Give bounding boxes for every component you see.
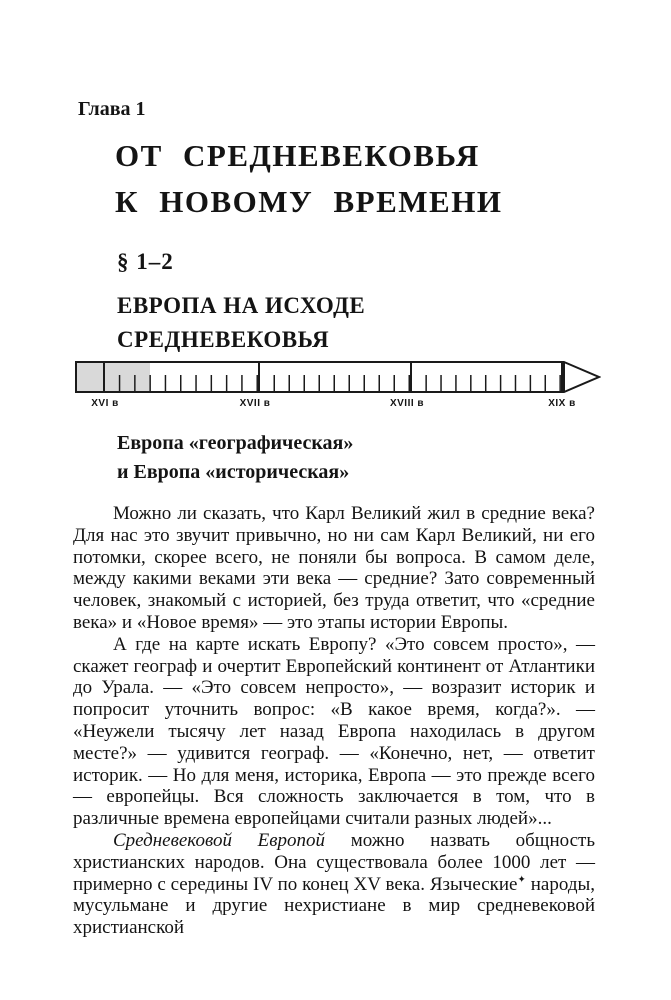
body-text: [73, 503, 595, 939]
decade-ticks: [412, 375, 561, 391]
chapter-label: Глава 1: [78, 98, 146, 120]
subheading-line-2: и Европа «историческая»: [117, 461, 350, 483]
body-paragraph-1: [73, 503, 595, 634]
footnote-marker: ✦: [517, 874, 526, 886]
subheading: [117, 429, 353, 487]
paragraph-text: Можно ли сказать, что Карл Великий жил в средние века? Для нас это звучит привычно, но ни сам Карл Великий, ни его потомки, скорее всего, не поняли бы вопроса. В самом деле, между какими веками эти века — средние? Зато современный человек, знакомый с историей, без труда ответит, что «средние века» и «Новое время» — это этапы истории Европы.: [73, 503, 595, 633]
paragraph-text: А где на карте искать Европу? «Это совсем просто», — скажет географ и очертит Европейский континент от Атлантики до Урала. — «Это совсем непросто», — возразит историк и попросит уточнить вопрос: «В какое время, когда?». — «Неужели тысячу лет назад Европа находилась в другом месте?» — удивится географ. — «Конечно, нет, — ответит историк. — Но для меня, историка, Европа — это прежде всего — европейцы. Вся сложность заключается в том, что в различные времена европейцами считали разных людей»...: [73, 633, 595, 830]
section-title: [117, 289, 365, 357]
chapter-title-line-2: К НОВОМУ ВРЕМЕНИ: [115, 184, 503, 219]
section-title-line-1: ЕВРОПА НА ИСХОДЕ: [117, 293, 366, 318]
subheading-line-1: Европа «географическая»: [117, 432, 354, 454]
timeline-segment-16th-century: [103, 363, 258, 391]
section-number: § 1–2: [117, 249, 174, 274]
timeline-segment-18th-century: [410, 363, 561, 391]
body-paragraph-3: [73, 830, 595, 939]
paragraph-text: можно назвать общность христианских народов. Она существовала более 1000 лет — примерно с середины IV по конец XV века. Языческие: [73, 829, 595, 895]
body-paragraph-2: [73, 634, 595, 830]
chapter-title-line-1: ОТ СРЕДНЕВЕКОВЬЯ: [115, 138, 480, 173]
timeline-arrowhead-icon: [563, 361, 601, 393]
century-label-xvii: XVII в: [239, 398, 271, 409]
chapter-title: [115, 133, 502, 225]
timeline-segment-17th-century: [258, 363, 410, 391]
paragraph-text: народы, мусульмане и другие нехристиане в мир средневековой христианской: [73, 873, 595, 939]
decade-ticks: [105, 375, 258, 391]
timeline-segment-pre-16th: [77, 363, 103, 391]
paragraph-lead-italic: Средневековой Европой: [113, 829, 325, 851]
decade-ticks: [260, 375, 410, 391]
timeline-bar: [75, 361, 563, 393]
century-timeline: [75, 361, 605, 413]
century-label-xix: XIX в: [548, 398, 576, 409]
century-label-xvi: XVI в: [91, 398, 119, 409]
century-label-xviii: XVIII в: [389, 398, 425, 409]
section-title-line-2: СРЕДНЕВЕКОВЬЯ: [117, 327, 330, 352]
